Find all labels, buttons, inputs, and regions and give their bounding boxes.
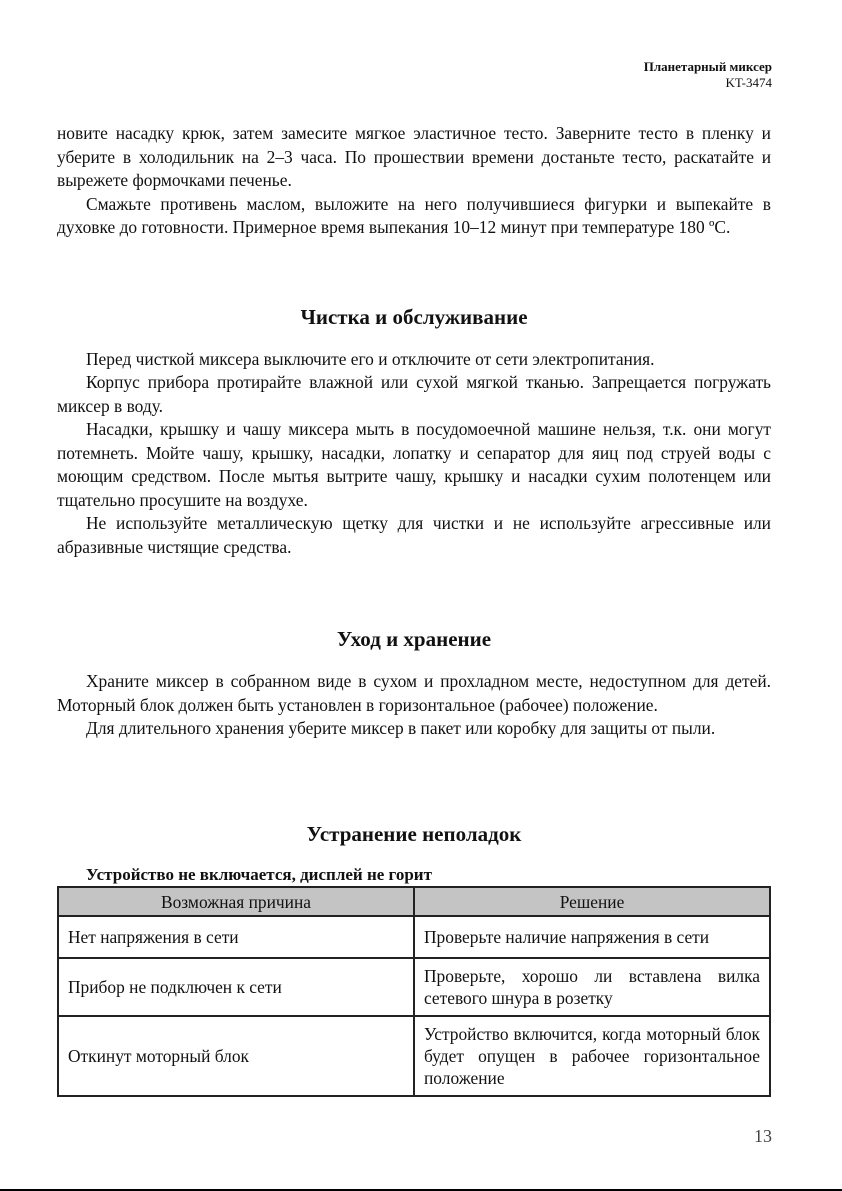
solution-cell: Проверьте, хорошо ли вставлена вилка сетевого шнура в розетку [414,958,770,1016]
header-product-name: Планетарный миксер [643,59,772,74]
cleaning-paragraph-2: Корпус прибора протирайте влажной или сухой мягкой тканью. Запрещается погружать миксер в воду. [57,372,771,416]
section-title-care: Уход и хранение [336,627,492,651]
cause-cell: Прибор не подключен к сети [58,958,414,1016]
page-number: 13 [754,1126,772,1146]
cleaning-paragraph-1: Перед чисткой миксера выключите его и отключите от сети электропитания. [86,348,655,369]
page-header [644,59,772,91]
cause-cell: Откинут моторный блок [58,1016,414,1096]
header-model: KT-3474 [725,75,772,90]
table-header-row [58,887,770,916]
table-row [58,958,770,1016]
cleaning-paragraph-4: Не используйте металлическую щетку для чистки и не используйте агрессивные или абразивные чистящие средства. [57,513,771,557]
page-content [57,122,771,1097]
care-paragraph-1: Храните миксер в собранном виде в сухом и прохладном месте, недоступном для детей. Моторный блок должен быть установлен в горизонтальное (рабочее) положение. [57,671,771,715]
column-header-cause: Возможная причина [58,887,414,916]
column-header-solution: Решение [414,887,770,916]
section-title-troubleshooting: Устранение неполадок [306,821,522,846]
troubleshooting-table [57,886,771,1097]
section-title-cleaning: Чистка и обслуживание [300,304,528,329]
troubleshooting-subtitle: Устройство не включается, дисплей не горит [86,864,432,884]
intro-paragraph-1: новите насадку крюк, затем замесите мягкое эластичное тесто. Заверните тесто в пленку и уберите в холодильник на 2–3 часа. По прошествии времени достаньте тесто, раскатайте и вырежете формочками печенье. [57,123,771,190]
cause-cell: Нет напряжения в сети [58,916,414,958]
care-paragraph-2: Для длительного хранения уберите миксер в пакет или коробку для защиты от пыли. [86,718,716,738]
table-row [58,1016,770,1096]
intro-paragraph-2: Смажьте противень маслом, выложите на него получившиеся фигурки и выпекайте в духовке до готовности. Примерное время выпекания 10–12 минут при температуре 180 ºС. [57,193,771,237]
solution-cell: Проверьте наличие напряжения в сети [414,916,770,958]
table-row [58,916,770,958]
cleaning-paragraph-3: Насадки, крышку и чашу миксера мыть в посудомоечной машине нельзя, т.к. они могут потемнеть. Мойте чашу, крышку, насадки, лопатку и сепаратор для яиц под струей воды с моющим средством. После мытья вытрите чашу, крышку и насадки сухим полотенцем или тщательно просушите на воздухе. [57,419,771,510]
solution-cell: Устройство включится, когда моторный блок будет опущен в рабочее горизонтальное положение [414,1016,770,1096]
